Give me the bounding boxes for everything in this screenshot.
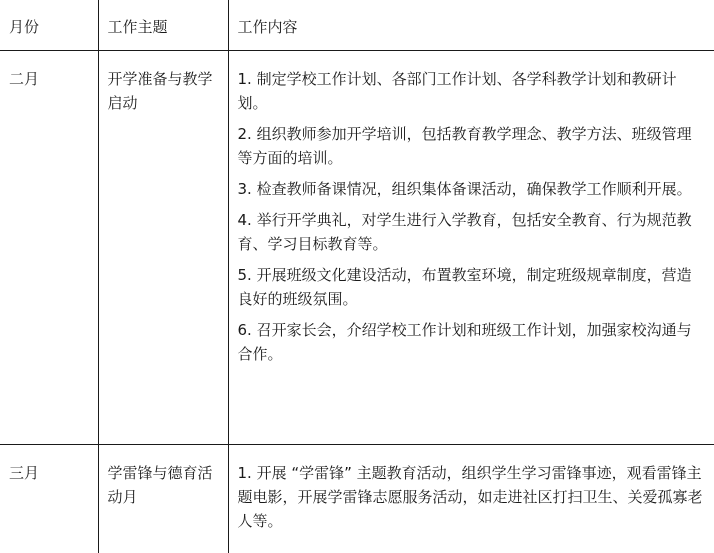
topic-label: 开学准备与教学启动 (107, 70, 213, 112)
header-month: 月份 (9, 18, 40, 36)
header-month-cell (0, 0, 98, 51)
table-row-march (0, 445, 714, 553)
list-item: 4. 举行开学典礼，对学生进行入学教育，包括安全教育、行为规范教育、学习目标教育等。 (237, 211, 692, 253)
header-content: 工作内容 (237, 18, 298, 36)
content-list (229, 51, 714, 381)
content-list (229, 445, 714, 548)
header-topic-cell (98, 0, 228, 51)
topic-cell (98, 445, 228, 553)
list-item: 5. 开展班级文化建设活动，布置教室环境，制定班级规章制度，营造良好的班级氛围。 (237, 266, 692, 308)
topic-cell (98, 51, 228, 445)
list-item: 1. 开展 “学雷锋” 主题教育活动，组织学生学习雷锋事迹，观看雷锋主题电影，开展学雷锋志愿服务活动，如走进社区打扫卫生、关爱孤寡老人等。 (237, 464, 703, 530)
list-item: 1. 制定学校工作计划、各部门工作计划、各学科教学计划和教研计划。 (237, 70, 677, 112)
header-topic: 工作主题 (107, 18, 168, 36)
content-cell (228, 51, 714, 445)
month-cell (0, 445, 98, 553)
list-item: 3. 检查教师备课情况，组织集体备课活动，确保教学工作顺利开展。 (237, 180, 692, 198)
list-item: 2. 组织教师参加开学培训，包括教育教学理念、教学方法、班级管理等方面的培训。 (237, 125, 692, 167)
header-row (0, 0, 714, 51)
content-cell (228, 445, 714, 553)
month-label: 二月 (9, 70, 40, 88)
header-content-cell (228, 0, 714, 51)
month-cell (0, 51, 98, 445)
topic-label: 学雷锋与德育活动月 (107, 464, 213, 506)
table-row-february (0, 51, 714, 445)
month-label: 三月 (9, 464, 40, 482)
list-item: 6. 召开家长会，介绍学校工作计划和班级工作计划，加强家校沟通与合作。 (237, 321, 692, 363)
